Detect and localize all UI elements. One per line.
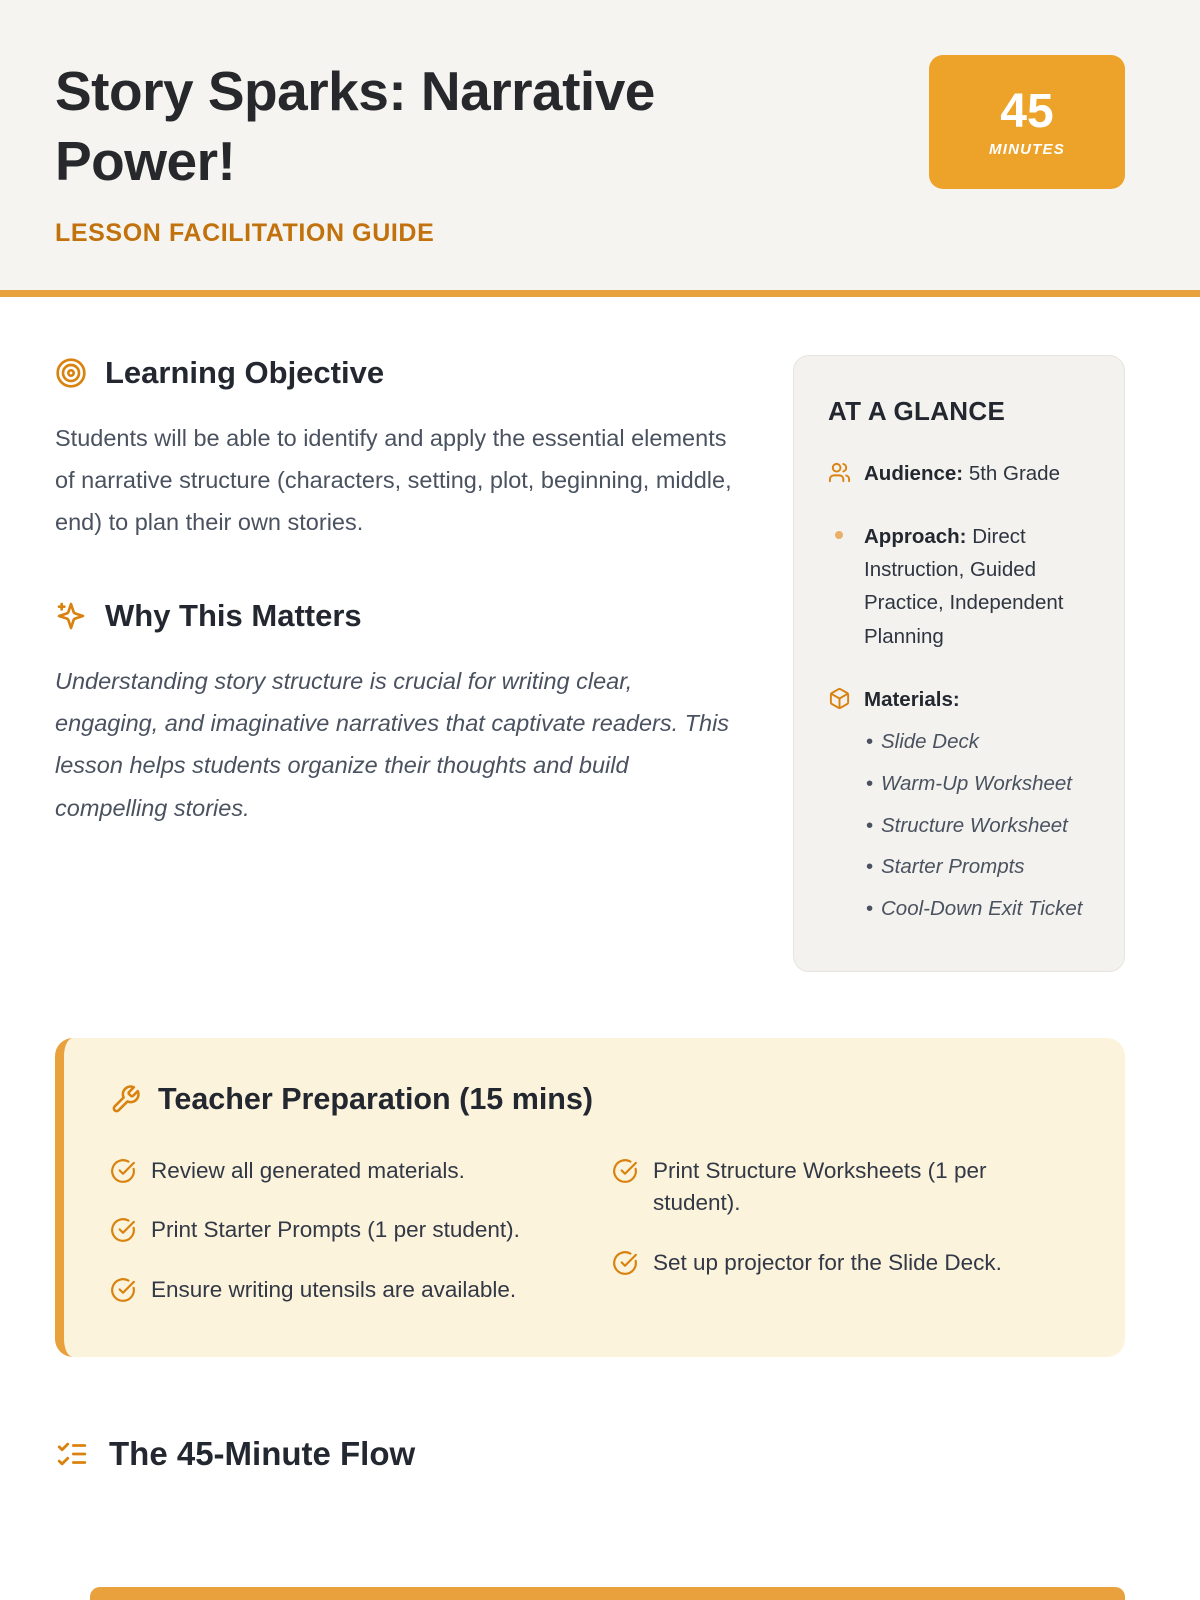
prep-task: Set up projector for the Slide Deck.: [653, 1250, 1002, 1276]
list-item: • Starter Prompts: [864, 851, 1082, 883]
prep-task: Print Starter Prompts (1 per student).: [151, 1217, 520, 1243]
main-content: [0, 297, 1200, 1473]
glance-audience: [828, 457, 1090, 490]
list-checks-icon: [55, 1437, 89, 1471]
at-a-glance-title: AT A GLANCE: [828, 395, 1006, 426]
flow-label: The 45-Minute Flow: [109, 1434, 416, 1472]
why-this-matters-heading: [55, 598, 738, 634]
page-subtitle: LESSON FACILITATION GUIDE: [55, 218, 435, 247]
duration-badge: [929, 55, 1125, 189]
flow-heading: [55, 1435, 1125, 1473]
circle-check-icon: [612, 1158, 638, 1184]
list-item: • Slide Deck: [864, 726, 1082, 758]
target-icon: [55, 357, 87, 389]
wrench-icon: [110, 1084, 141, 1115]
learning-objective-heading: [55, 355, 738, 391]
list-item: [110, 1274, 568, 1307]
list-item: [110, 1214, 568, 1247]
duration-number: 45: [1000, 84, 1054, 138]
list-item: • Warm-Up Worksheet: [864, 768, 1082, 800]
glance-approach-text: [864, 520, 1090, 653]
teacher-prep-label: Teacher Preparation (15 mins): [158, 1081, 594, 1116]
left-column: [55, 355, 738, 883]
why-this-matters-label: Why This Matters: [105, 597, 362, 633]
glance-approach: [828, 520, 1090, 653]
glance-materials-block: [864, 683, 1082, 925]
next-section-header-bar: [90, 1587, 1125, 1600]
list-item: • Structure Worksheet: [864, 810, 1082, 842]
users-icon: [828, 461, 851, 484]
package-icon: [828, 687, 851, 710]
circle-check-icon: [110, 1277, 136, 1303]
glance-audience-text: [864, 457, 1060, 490]
list-item: [110, 1155, 568, 1188]
prep-column-left: [110, 1155, 568, 1307]
duration-label: MINUTES: [989, 141, 1065, 159]
prep-checklist: [110, 1155, 1070, 1307]
materials-label: Materials:: [864, 687, 960, 711]
sparkles-icon: [55, 600, 87, 632]
circle-check-icon: [110, 1217, 136, 1243]
learning-objective-text: Students will be able to identify and apply the essential elements of narrative structure (characters, setting, plot, beginning, middle, end) to plan their own stories.: [55, 424, 732, 536]
learning-objective-label: Learning Objective: [105, 354, 385, 390]
audience-label: Audience:: [864, 461, 964, 485]
at-a-glance-card: [793, 355, 1125, 972]
dot-icon: [835, 531, 843, 539]
list-item: [612, 1155, 1070, 1220]
page-header: [0, 0, 1200, 297]
prep-task: Review all generated materials.: [151, 1157, 465, 1183]
prep-task: Print Structure Worksheets (1 per student).: [653, 1157, 987, 1216]
materials-label-wrap: [864, 683, 1082, 716]
list-item: • Cool-Down Exit Ticket: [864, 893, 1082, 925]
circle-check-icon: [612, 1250, 638, 1276]
page-title: Story Sparks: Narrative Power!: [55, 60, 655, 193]
materials-list: [864, 726, 1082, 925]
prep-task: Ensure writing utensils are available.: [151, 1277, 517, 1303]
glance-materials: [828, 683, 1090, 925]
why-this-matters-text: Understanding story structure is crucial for writing clear, engaging, and imaginative narratives that captivate readers. This lesson helps students organize their thoughts and build compelling stories.: [55, 667, 730, 821]
circle-check-icon: [110, 1158, 136, 1184]
audience-value: 5th Grade: [968, 461, 1060, 485]
approach-value: Direct Instruction, Guided Practice, Independent Planning: [864, 524, 1064, 648]
approach-label: Approach:: [864, 524, 967, 548]
teacher-prep-heading: [110, 1082, 1070, 1117]
prep-column-right: [612, 1155, 1070, 1307]
list-item: [612, 1247, 1070, 1280]
teacher-prep-card: [55, 1038, 1125, 1357]
